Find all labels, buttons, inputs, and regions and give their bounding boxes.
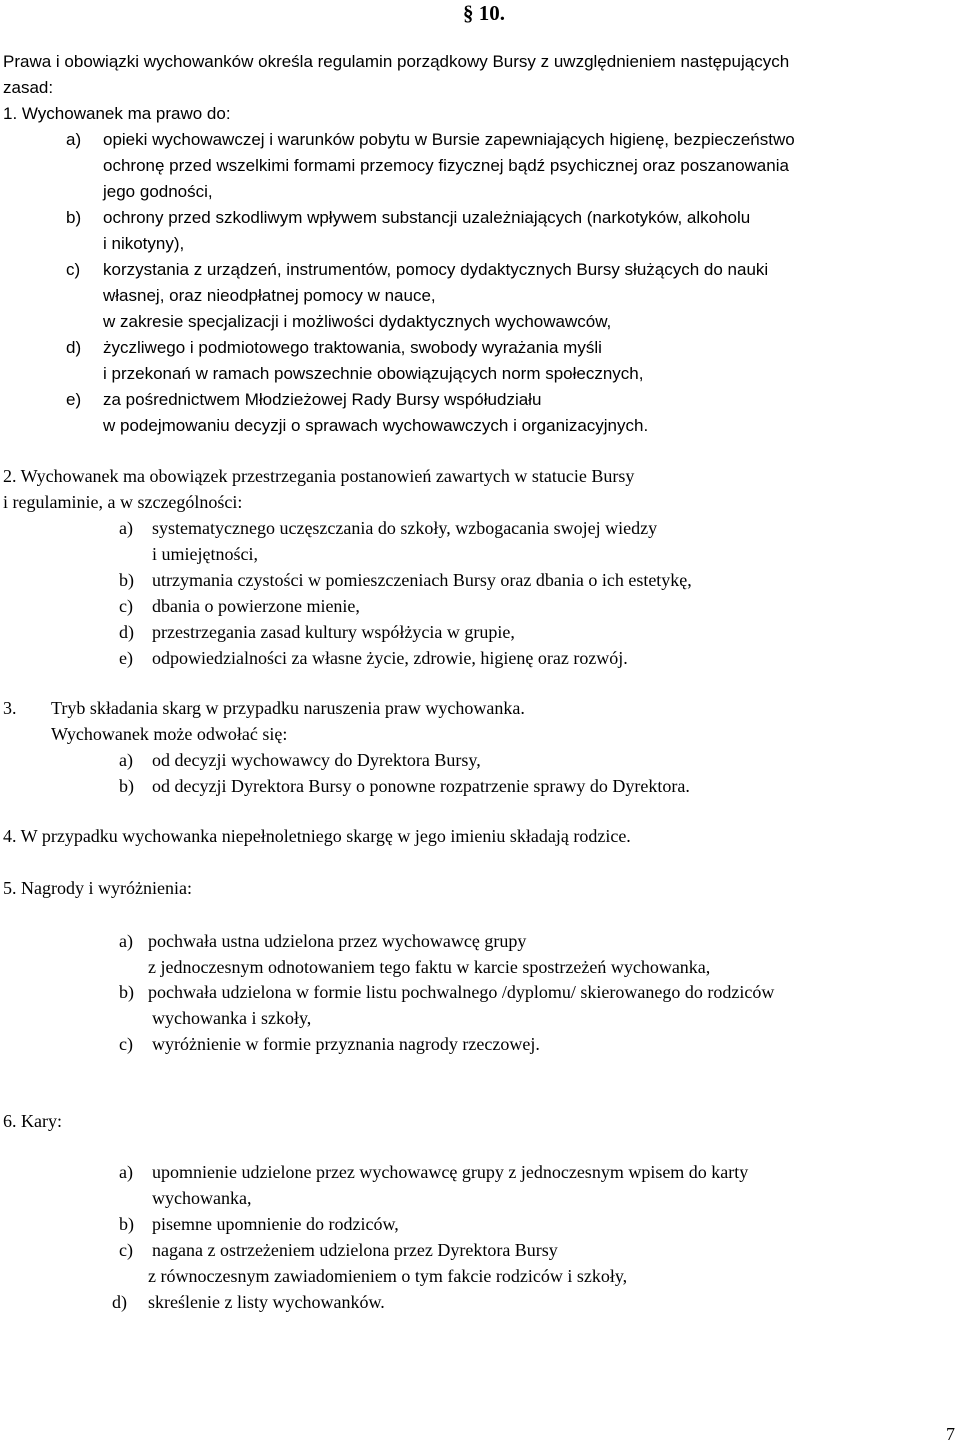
s3-b-marker: b): [119, 776, 134, 796]
s2-b-line-1: utrzymania czystości w pomieszczeniach Bursy oraz dbania o ich estetykę,: [152, 570, 692, 590]
s2-a-line-2: i umiejętności,: [152, 544, 258, 564]
s2-a-marker: a): [119, 518, 133, 538]
s3-a-marker: a): [119, 750, 133, 770]
s5-a-marker: a): [119, 931, 133, 951]
s5-b-line-2: wychowanka i szkoły,: [152, 1008, 312, 1028]
section-heading: § 10.: [463, 1, 505, 25]
s6-a-marker: a): [119, 1162, 133, 1182]
s1-b-line-2: i nikotyny),: [103, 234, 185, 253]
intro-line-2: zasad:: [3, 78, 54, 97]
s5-b-marker: b): [119, 982, 134, 1002]
s6-c-line-1: nagana z ostrzeżeniem udzielona przez Dyrektora Bursy: [152, 1240, 558, 1260]
s1-c-line-2: własnej, oraz nieodpłatnej pomocy w nauce,: [103, 286, 436, 305]
s1-b-line-1: ochrony przed szkodliwym wpływem substancji uzależniających (narkotyków, alkoholu: [103, 208, 751, 227]
s2-e-marker: e): [119, 648, 133, 668]
s6-title: 6. Kary:: [3, 1111, 62, 1131]
s6-b-line-1: pisemne upomnienie do rodziców,: [152, 1214, 399, 1234]
s1-d-line-1: życzliwego i podmiotowego traktowania, swobody wyrażania myśli: [103, 338, 602, 357]
s2-e-line-1: odpowiedzialności za własne życie, zdrowie, higienę oraz rozwój.: [152, 648, 628, 668]
s1-title: 1. Wychowanek ma prawo do:: [3, 104, 231, 123]
s5-a-line-2: z jednoczesnym odnotowaniem tego faktu w karcie spostrzeżeń wychowanka,: [148, 957, 711, 977]
page-number: 7: [946, 1424, 955, 1444]
s1-c-line-3: w zakresie specjalizacji i możliwości dydaktycznych wychowawców,: [103, 312, 612, 331]
s1-e-line-2: w podejmowaniu decyzji o sprawach wychowawczych i organizacyjnych.: [103, 416, 649, 435]
s3-number: 3.: [3, 698, 17, 718]
s2-title-line-1: 2. Wychowanek ma obowiązek przestrzegania postanowień zawartych w statucie Bursy: [3, 466, 635, 486]
s1-a-line-1: opieki wychowawczej i warunków pobytu w Bursie zapewniających higienę, bezpieczeństwo: [103, 130, 795, 149]
s5-c-line-1: wyróżnienie w formie przyznania nagrody rzeczowej.: [152, 1034, 540, 1054]
s5-title: 5. Nagrody i wyróżnienia:: [3, 878, 192, 898]
s1-a-marker: a): [66, 130, 82, 149]
s1-b-marker: b): [66, 208, 82, 227]
s6-d-line-1: skreślenie z listy wychowanków.: [148, 1292, 385, 1312]
s2-title-line-2: i regulaminie, a w szczególności:: [3, 492, 243, 512]
s6-a-line-1: upomnienie udzielone przez wychowawcę grupy z jednoczesnym wpisem do karty: [152, 1162, 749, 1182]
s6-d-marker: d): [112, 1292, 127, 1312]
s2-b-marker: b): [119, 570, 134, 590]
s6-a-line-2: wychowanka,: [152, 1188, 252, 1208]
s1-d-line-2: i przekonań w ramach powszechnie obowiązujących norm społecznych,: [103, 364, 644, 383]
s6-c-marker: c): [119, 1240, 133, 1260]
s2-a-line-1: systematycznego uczęszczania do szkoły, wzbogacania swojej wiedzy: [152, 518, 658, 538]
s1-e-line-1: za pośrednictwem Młodzieżowej Rady Bursy współudziału: [103, 390, 542, 409]
s6-c-line-2: z równoczesnym zawiadomieniem o tym fakcie rodziców i szkoły,: [148, 1266, 628, 1286]
s6-b-marker: b): [119, 1214, 134, 1234]
s2-d-marker: d): [119, 622, 134, 642]
s2-c-marker: c): [119, 596, 133, 616]
s1-c-line-1: korzystania z urządzeń, instrumentów, pomocy dydaktycznych Bursy służących do nauki: [103, 260, 769, 279]
s5-b-line-1: pochwała udzielona w formie listu pochwalnego /dyplomu/ skierowanego do rodziców: [148, 982, 775, 1002]
s1-c-marker: c): [66, 260, 81, 279]
s3-a-line-1: od decyzji wychowawcy do Dyrektora Bursy,: [152, 750, 481, 770]
s1-a-line-3: jego godności,: [103, 182, 213, 201]
s3-title: Tryb składania skarg w przypadku naruszenia praw wychowanka.: [51, 698, 525, 718]
s1-e-marker: e): [66, 390, 82, 409]
s5-c-marker: c): [119, 1034, 133, 1054]
s2-d-line-1: przestrzegania zasad kultury współżycia w grupie,: [152, 622, 515, 642]
s2-c-line-1: dbania o powierzone mienie,: [152, 596, 360, 616]
s1-a-line-2: ochronę przed wszelkimi formami przemocy fizycznej bądź psychicznej oraz poszanowania: [103, 156, 789, 175]
s1-d-marker: d): [66, 338, 82, 357]
intro-line-1: Prawa i obowiązki wychowanków określa regulamin porządkowy Bursy z uwzględnieniem następujących: [3, 52, 790, 71]
s4-text: 4. W przypadku wychowanka niepełnoletniego skargę w jego imieniu składają rodzice.: [3, 826, 631, 846]
s3-subtitle: Wychowanek może odwołać się:: [51, 724, 288, 744]
s3-b-line-1: od decyzji Dyrektora Bursy o ponowne rozpatrzenie sprawy do Dyrektora.: [152, 776, 690, 796]
s5-a-line-1: pochwała ustna udzielona przez wychowawcę grupy: [148, 931, 527, 951]
